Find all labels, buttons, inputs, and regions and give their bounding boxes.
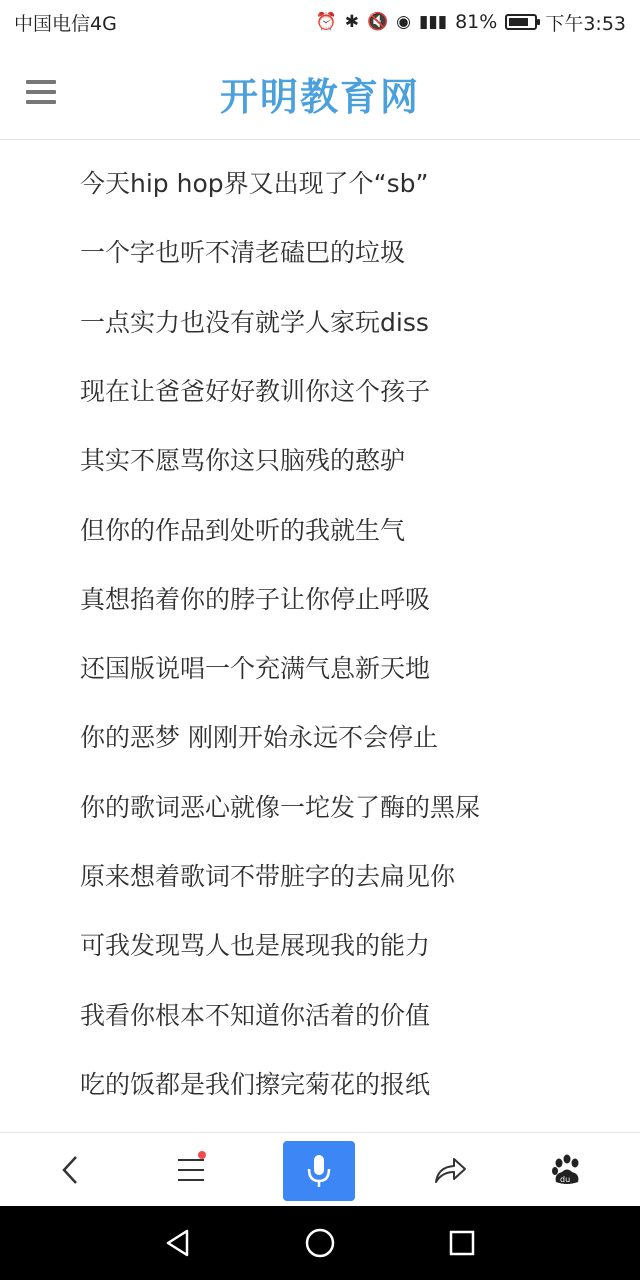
lyric-line: 一点实力也没有就学人家玩diss [80, 307, 429, 337]
lyric-line: 我看你根本不知道你活着的价值 [80, 1000, 431, 1030]
nav-home-button[interactable] [290, 1216, 350, 1270]
list-menu-icon [176, 1156, 206, 1184]
lyric-line: 今天hip hop界又出现了个“sb” [80, 169, 429, 198]
mute-icon: 🔇 [367, 12, 389, 32]
nav-back-button[interactable] [148, 1216, 208, 1270]
lyric-line: 但你的作品到处听的我就生气 [80, 515, 406, 545]
battery-fill [509, 18, 528, 26]
lyric-line: 吃的饭都是我们擦完菊花的报纸 [80, 1069, 431, 1099]
nav-recents-button[interactable] [432, 1216, 492, 1270]
nav-home-icon [304, 1227, 336, 1259]
battery-icon [505, 14, 537, 30]
eye-comfort-icon: ◉ [396, 12, 412, 32]
browser-toolbar [0, 1132, 640, 1206]
site-header [0, 44, 640, 140]
svg-text:du: du [560, 1175, 571, 1184]
share-icon [432, 1155, 468, 1185]
lyric-line: 一个字也听不清老磕巴的垃圾 [80, 238, 406, 268]
carrier-label: 中国电信4G [14, 12, 117, 35]
notification-dot [198, 1151, 206, 1159]
lyric-line: 还国版说唱一个充满气息新天地 [80, 654, 431, 684]
baidu-home-button[interactable] [527, 1133, 607, 1207]
signal-icon: ▮▮▮ [419, 12, 448, 32]
back-button[interactable] [30, 1133, 110, 1207]
article-content [0, 140, 640, 1130]
clock: 下午3:53 [545, 12, 626, 35]
status-icons [316, 9, 626, 36]
lyric-line: 其实不愿骂你这只脑残的憨驴 [80, 446, 406, 476]
microphone-icon [306, 1153, 332, 1189]
system-navigation-bar [0, 1206, 640, 1280]
site-logo[interactable]: 开明教育网 [219, 75, 420, 119]
lyric-line: 原来想着歌词不带脏字的去扁见你 [80, 862, 456, 891]
menu-button[interactable] [151, 1133, 231, 1207]
share-button[interactable] [410, 1133, 490, 1207]
back-icon [58, 1154, 82, 1186]
lyric-line: 真想掐着你的脖子让你停止呼吸 [80, 584, 431, 614]
voice-search-button[interactable] [283, 1141, 355, 1201]
lyric-line: 现在让爸爸好好教训你这个孩子 [80, 376, 431, 406]
lyric-line: 你的歌词恶心就像一坨发了酶的黑屎 [80, 792, 481, 822]
alarm-icon: ⏰ [315, 12, 337, 32]
status-bar [0, 0, 640, 44]
nav-back-icon [163, 1228, 193, 1258]
nav-recents-icon [447, 1228, 477, 1258]
lyric-line: 你的恶梦 刚刚开始永远不会停止 [80, 723, 438, 753]
bluetooth-icon: ✱ [344, 12, 359, 32]
baidu-paw-icon [550, 1153, 584, 1187]
battery-percent: 81% [455, 11, 498, 33]
lyric-line: 可我发现骂人也是展现我的能力 [80, 931, 431, 961]
